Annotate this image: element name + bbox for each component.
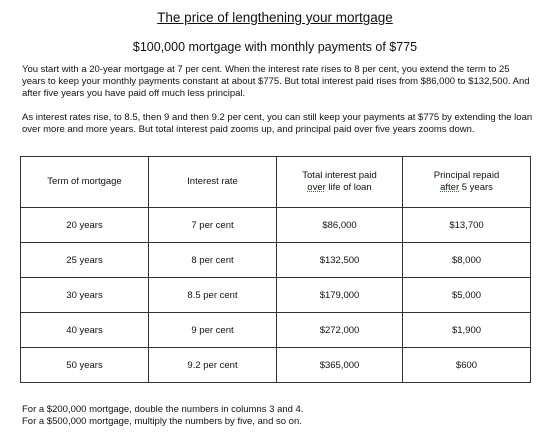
footnote-multiply: For a $500,000 mortgage, multiply the numbers by five, and so on. [22, 416, 302, 427]
header-total-interest-line2: life of loan [325, 182, 372, 193]
header-principal [403, 157, 531, 208]
cell-rate: 9.2 per cent [149, 348, 277, 383]
cell-rate: 7 per cent [149, 208, 277, 243]
cell-term: 30 years [21, 278, 149, 313]
footnote-double: For a $200,000 mortgage, double the numbers in columns 3 and 4. [22, 404, 304, 415]
cell-principal: $13,700 [403, 208, 531, 243]
cell-principal: $5,000 [403, 278, 531, 313]
header-term: Term of mortgage [21, 157, 149, 208]
table-row [21, 313, 531, 348]
header-after-word: after [440, 182, 460, 193]
header-over-word: over [307, 182, 326, 193]
header-principal-line2: 5 years [459, 182, 493, 193]
cell-term: 40 years [21, 313, 149, 348]
document-subtitle: $100,000 mortgage with monthly payments of $775 [132, 40, 418, 54]
table-row [21, 348, 531, 383]
header-rate: Interest rate [149, 157, 277, 208]
cell-rate: 9 per cent [149, 313, 277, 348]
document-title: The price of lengthening your mortgage [157, 10, 393, 25]
cell-term: 20 years [21, 208, 149, 243]
cell-total-interest: $132,500 [277, 243, 403, 278]
cell-term: 25 years [21, 243, 149, 278]
header-total-interest-line1: Total interest paid [302, 170, 377, 181]
mortgage-table [20, 156, 531, 383]
table-body [21, 208, 531, 383]
header-principal-line1: Principal repaid [433, 170, 500, 181]
table-header-row [21, 157, 531, 208]
cell-total-interest: $179,000 [277, 278, 403, 313]
table-row [21, 208, 531, 243]
header-total-interest [277, 157, 403, 208]
rates-paragraph: As interest rates rise, to 8.5, then 9 and then 9.2 per cent, you can still keep your payments at $775 by extending the loan over more and more years. But total interest paid zooms up, and principal paid over five years zooms down. [22, 112, 533, 135]
cell-term: 50 years [21, 348, 149, 383]
cell-total-interest: $365,000 [277, 348, 403, 383]
table-row [21, 278, 531, 313]
cell-total-interest: $86,000 [277, 208, 403, 243]
table-row [21, 243, 531, 278]
cell-principal: $8,000 [403, 243, 531, 278]
table-header [21, 157, 531, 208]
intro-paragraph: You start with a 20-year mortgage at 7 per cent. When the interest rate rises to 8 per cent, you extend the term to 25 years to keep your monthly payments constant at about $775. But total interest paid rises from $86,000 to $132,500. And after five years you have paid off much less principal. [22, 64, 530, 99]
cell-principal: $600 [403, 348, 531, 383]
cell-principal: $1,900 [403, 313, 531, 348]
cell-rate: 8 per cent [149, 243, 277, 278]
cell-total-interest: $272,000 [277, 313, 403, 348]
cell-rate: 8.5 per cent [149, 278, 277, 313]
